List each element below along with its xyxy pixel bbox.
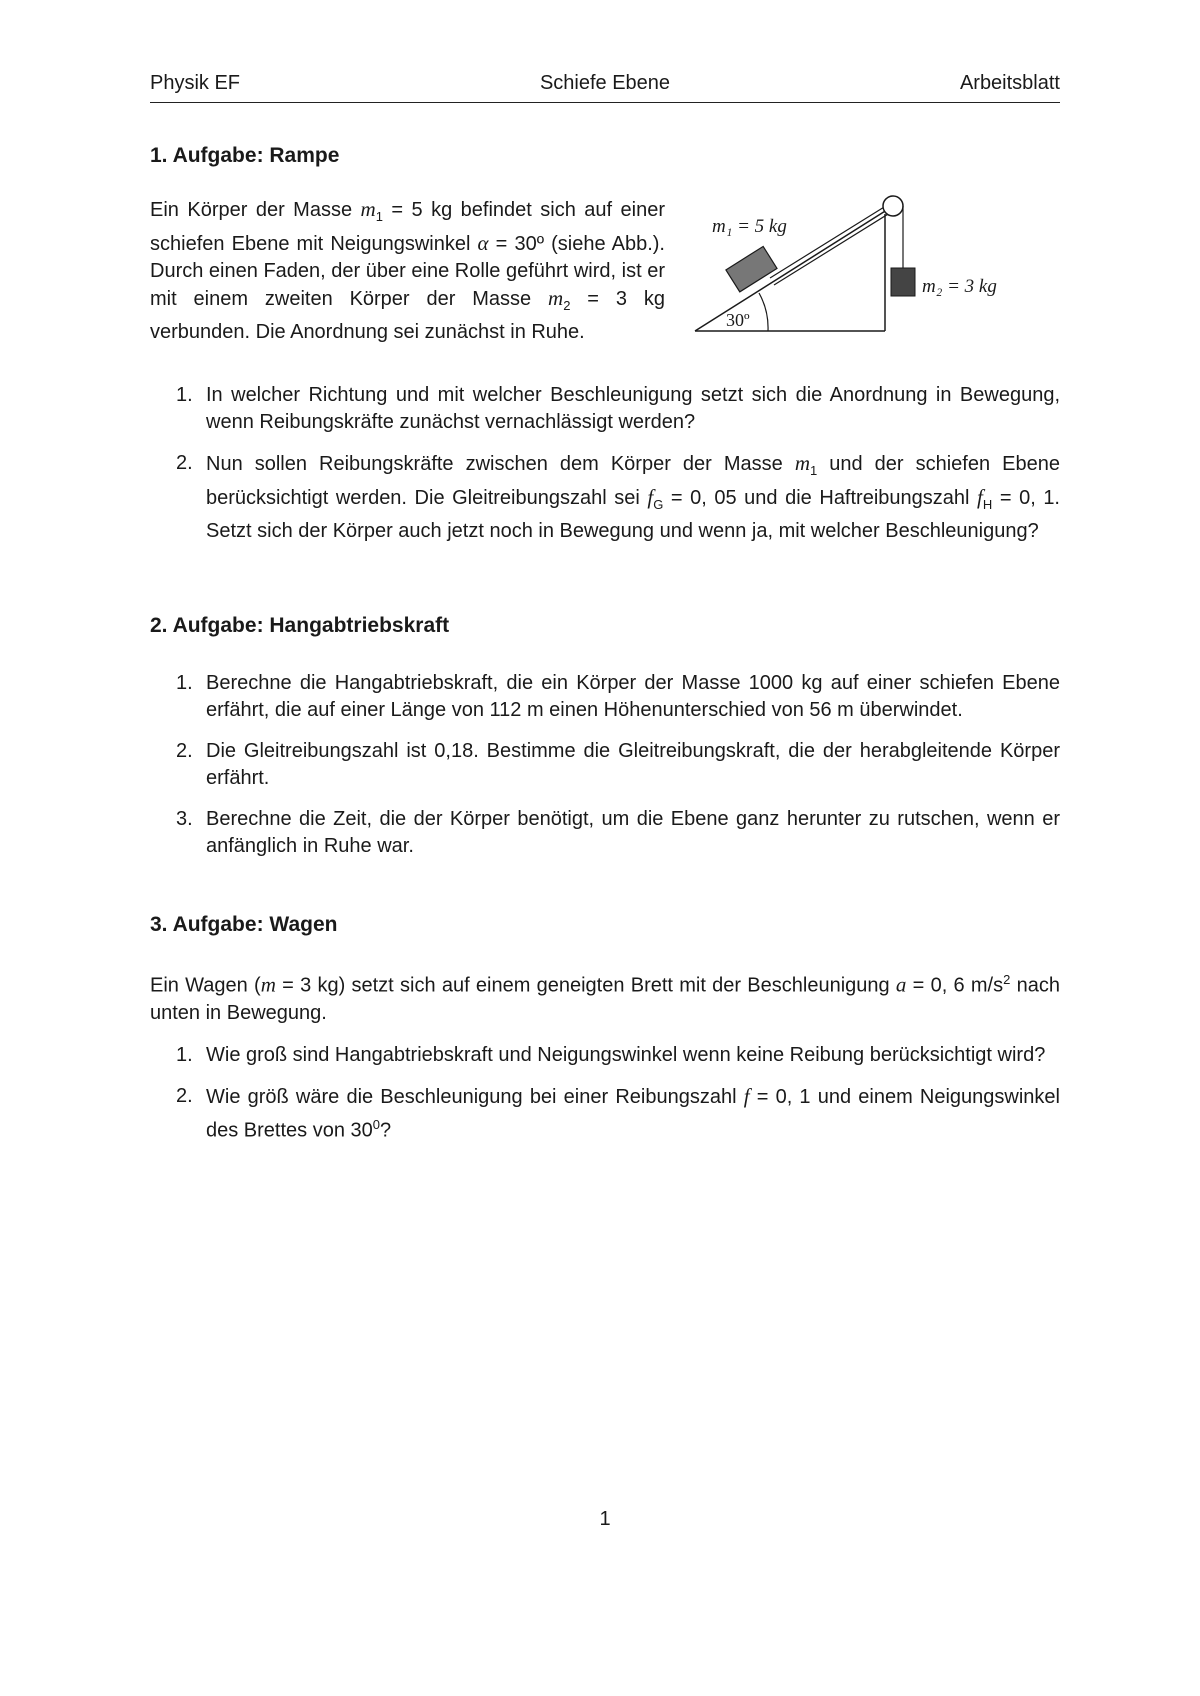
page-header: [150, 72, 1060, 103]
task2-question-3: 3. Berechne die Zeit, die der Körper benötigt, um die Ebene ganz herunter zu rutschen, wenn er anfänglich in Ruhe war.: [176, 808, 1060, 857]
header-topic: Schiefe Ebene: [539, 72, 671, 94]
task1-intro: Ein Körper der Masse $m_1 = 5$ kg befindet sich auf einer schiefen Ebene mit Neigungswinkel α = 30º (siehe Abb.). Durch einen Faden, der über eine Rolle geführt wird, ist er mit einem zweiten Körper der Masse $m_2 = 3$ kg verbunden. Die Anordnung sei zunächst in Ruhe.: [150, 197, 665, 343]
task3-question-1: 1. Wie groß sind Hangabtriebskraft und Neigungswinkel wenn keine Reibung berücksichtigt wird?: [176, 1044, 1046, 1066]
task2-questions: [150, 670, 1060, 874]
task3-question-2: 2. Wie größ wäre die Beschleunigung bei einer Reibungszahl f = 0, 1 und einem Neigungswinkel des Brettes von $30^0$?: [176, 1084, 1060, 1142]
rope-along-incline-2: [774, 211, 893, 285]
header-type: Arbeitsblatt: [959, 72, 1060, 94]
block-m2: [891, 268, 915, 296]
task3-intro: Ein Wagen (m = 3 kg) setzt sich auf einem geneigten Brett mit der Beschleunigung a = 0, 6 $m/s^2$ nach unten in Bewegung.: [150, 972, 1060, 1024]
task3-title: 3. Aufgabe: Wagen: [150, 913, 338, 936]
block-m1: [726, 246, 777, 291]
rope-along-incline: [770, 204, 889, 278]
task2-question-1: 1. Berechne die Hangabtriebskraft, die ein Körper der Masse 1000 kg auf einer schiefen Ebene erfährt, die auf einer Länge von 112 m einen Höhenunterschied von 56 m überwindet.: [176, 672, 1060, 721]
angle-label: 30º: [726, 310, 750, 330]
task2-title: 2. Aufgabe: Hangabtriebskraft: [150, 614, 450, 637]
m1-label: m₁ = 5 kg: [712, 216, 787, 237]
angle-arc: [759, 293, 768, 331]
worksheet-page: [150, 0, 1060, 1696]
header-subject: Physik EF: [150, 72, 241, 94]
task2-question-2: 2. Die Gleitreibungszahl ist 0,18. Bestimme die Gleitreibungskraft, die der herabgleitende Körper erfährt.: [176, 740, 1060, 789]
task1-question-1: 1. In welcher Richtung und mit welcher Beschleunigung setzt sich die Anordnung in Bewegung, wenn Reibungskräfte zunächst vernachlässigt werden?: [176, 384, 1060, 433]
page-number: 1: [599, 1508, 611, 1530]
task3-questions: [150, 1042, 1060, 1159]
task1-questions: [150, 382, 1060, 559]
m2-label: m₂ = 3 kg: [922, 276, 997, 297]
task1-title: 1. Aufgabe: Rampe: [150, 144, 340, 167]
pulley-icon: [883, 196, 903, 216]
inclined-plane-figure: [690, 188, 1050, 348]
task1-question-2: 2. Nun sollen Reibungskräfte zwischen dem Körper der Masse $m_1$ und der schiefen Ebene berücksichtigt werden. Die Gleitreibungszahl sei $f_G = 0$, 05 und die Haftreibungszahl $f_H = 0$, 1. Setzt sich der Körper auch jetzt noch in Bewegung und wenn ja, mit welcher Beschleunigung?: [176, 451, 1060, 542]
